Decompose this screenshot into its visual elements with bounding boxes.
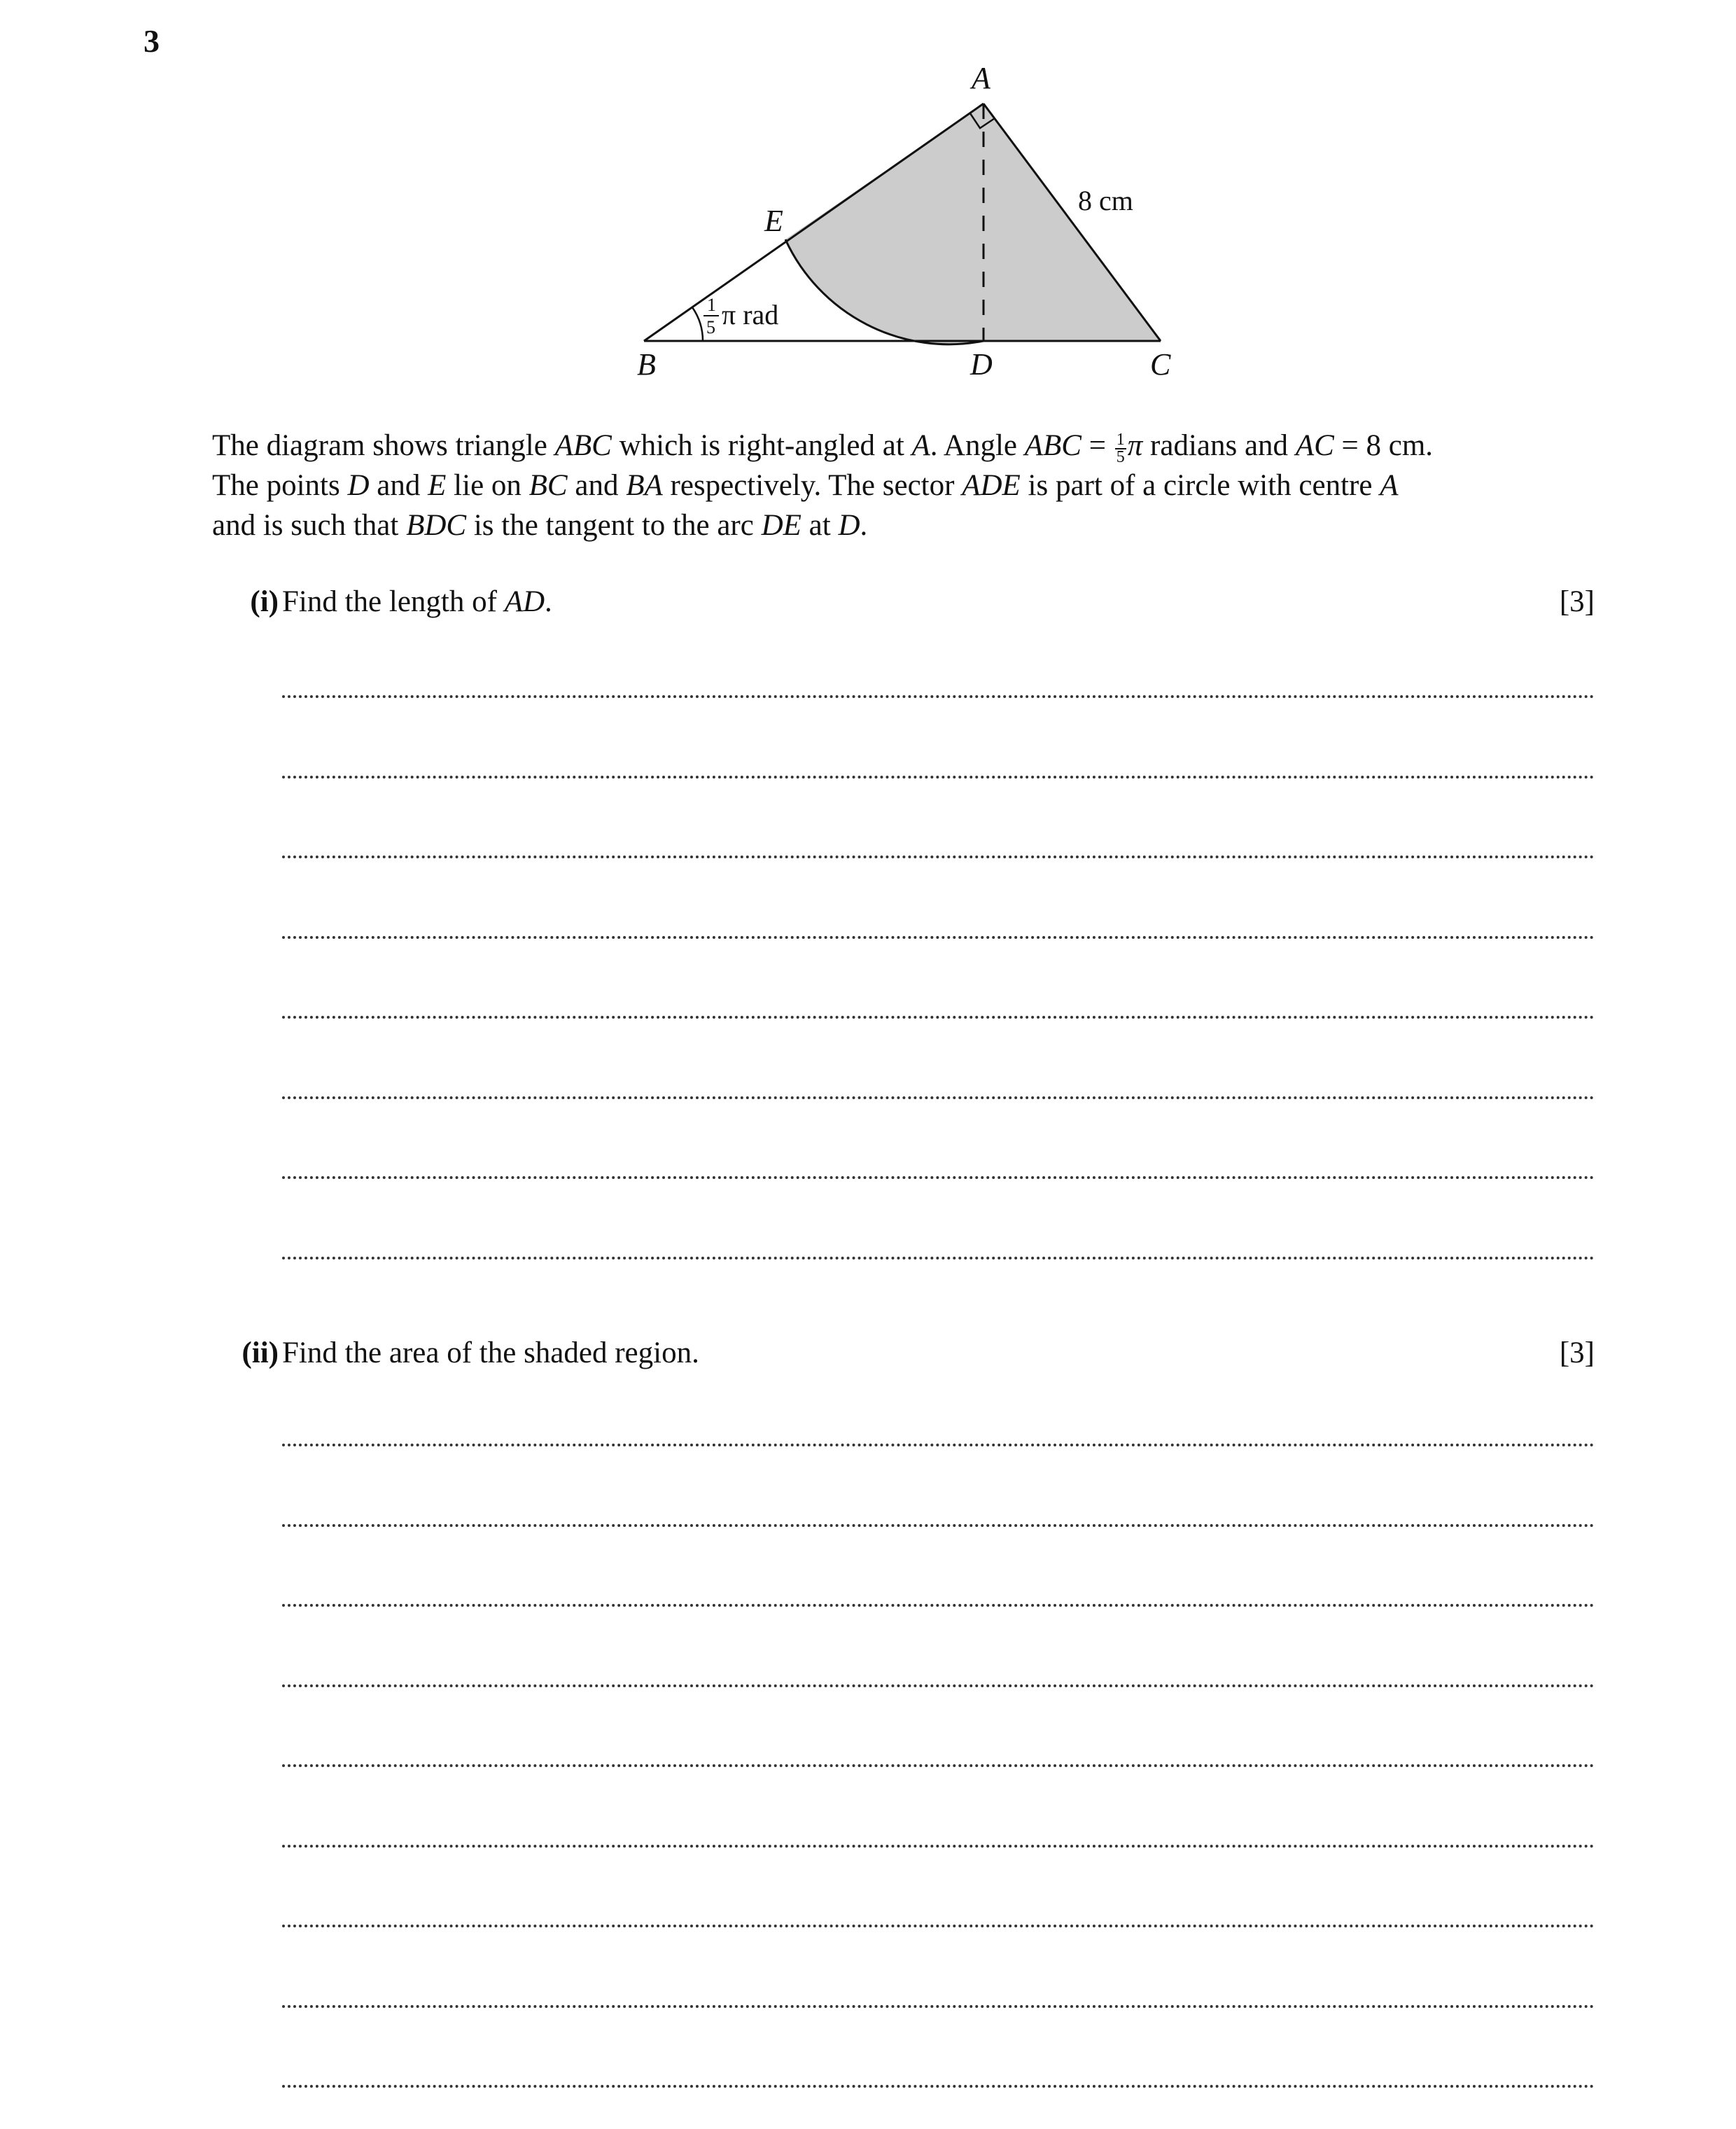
- answer-line-ii-3[interactable]: [282, 1604, 1595, 1607]
- intro-line-2: The points D and E lie on BC and BA respectively. The sector ADE is part of a circle with centre A: [212, 469, 1399, 503]
- label-c: C: [1150, 347, 1171, 382]
- label-b: B: [637, 347, 656, 382]
- answer-line-ii-4[interactable]: [282, 1684, 1595, 1687]
- part-ii-tag: (ii): [241, 1336, 279, 1369]
- answer-line-i-1[interactable]: [282, 695, 1595, 698]
- question-intro: [212, 426, 1595, 545]
- answer-line-i-7[interactable]: [282, 1176, 1595, 1179]
- answer-line-ii-7[interactable]: [282, 1925, 1595, 1927]
- answer-line-ii-1[interactable]: [282, 1444, 1595, 1446]
- part-ii-question: Find the area of the shaded region.: [282, 1336, 699, 1369]
- answer-line-ii-2[interactable]: [282, 1524, 1595, 1527]
- answer-line-ii-5[interactable]: [282, 1764, 1595, 1767]
- answer-line-i-5[interactable]: [282, 1016, 1595, 1019]
- answer-line-i-8[interactable]: [282, 1257, 1595, 1259]
- answer-line-i-6[interactable]: [282, 1096, 1595, 1099]
- part-i-tag: (i): [250, 585, 279, 618]
- intro-line-1: The diagram shows triangle ABC which is right-angled at A. Angle ABC = $\frac{1}{5}$ π radians and AC = 8 cm.: [212, 429, 1434, 467]
- part-i-question: Find the length of AD.: [282, 585, 552, 618]
- angle-fraction-den: 5: [706, 317, 715, 337]
- triangle-diagram: [616, 49, 1218, 399]
- angle-label: π rad: [722, 299, 779, 330]
- answer-line-ii-9[interactable]: [282, 2085, 1595, 2088]
- angle-arc-b: [692, 307, 703, 341]
- part-ii-marks: [3]: [1559, 1336, 1595, 1369]
- label-d: D: [970, 347, 993, 382]
- side-label-ac: 8 cm: [1078, 185, 1133, 216]
- answer-line-i-4[interactable]: [282, 936, 1595, 939]
- answer-line-ii-6[interactable]: [282, 1845, 1595, 1848]
- answer-line-i-2[interactable]: [282, 776, 1595, 779]
- question-number: 3: [144, 23, 160, 59]
- part-i-marks: [3]: [1559, 585, 1595, 618]
- answer-line-i-3[interactable]: [282, 856, 1595, 858]
- angle-fraction-num: 1: [707, 295, 716, 315]
- intro-line-3: and is such that BDC is the tangent to the arc DE at D.: [212, 509, 868, 543]
- label-e: E: [764, 204, 783, 238]
- label-a: A: [972, 61, 990, 95]
- answer-line-ii-8[interactable]: [282, 2005, 1595, 2008]
- inline-fraction: $\frac{1}{5}$: [1116, 431, 1125, 467]
